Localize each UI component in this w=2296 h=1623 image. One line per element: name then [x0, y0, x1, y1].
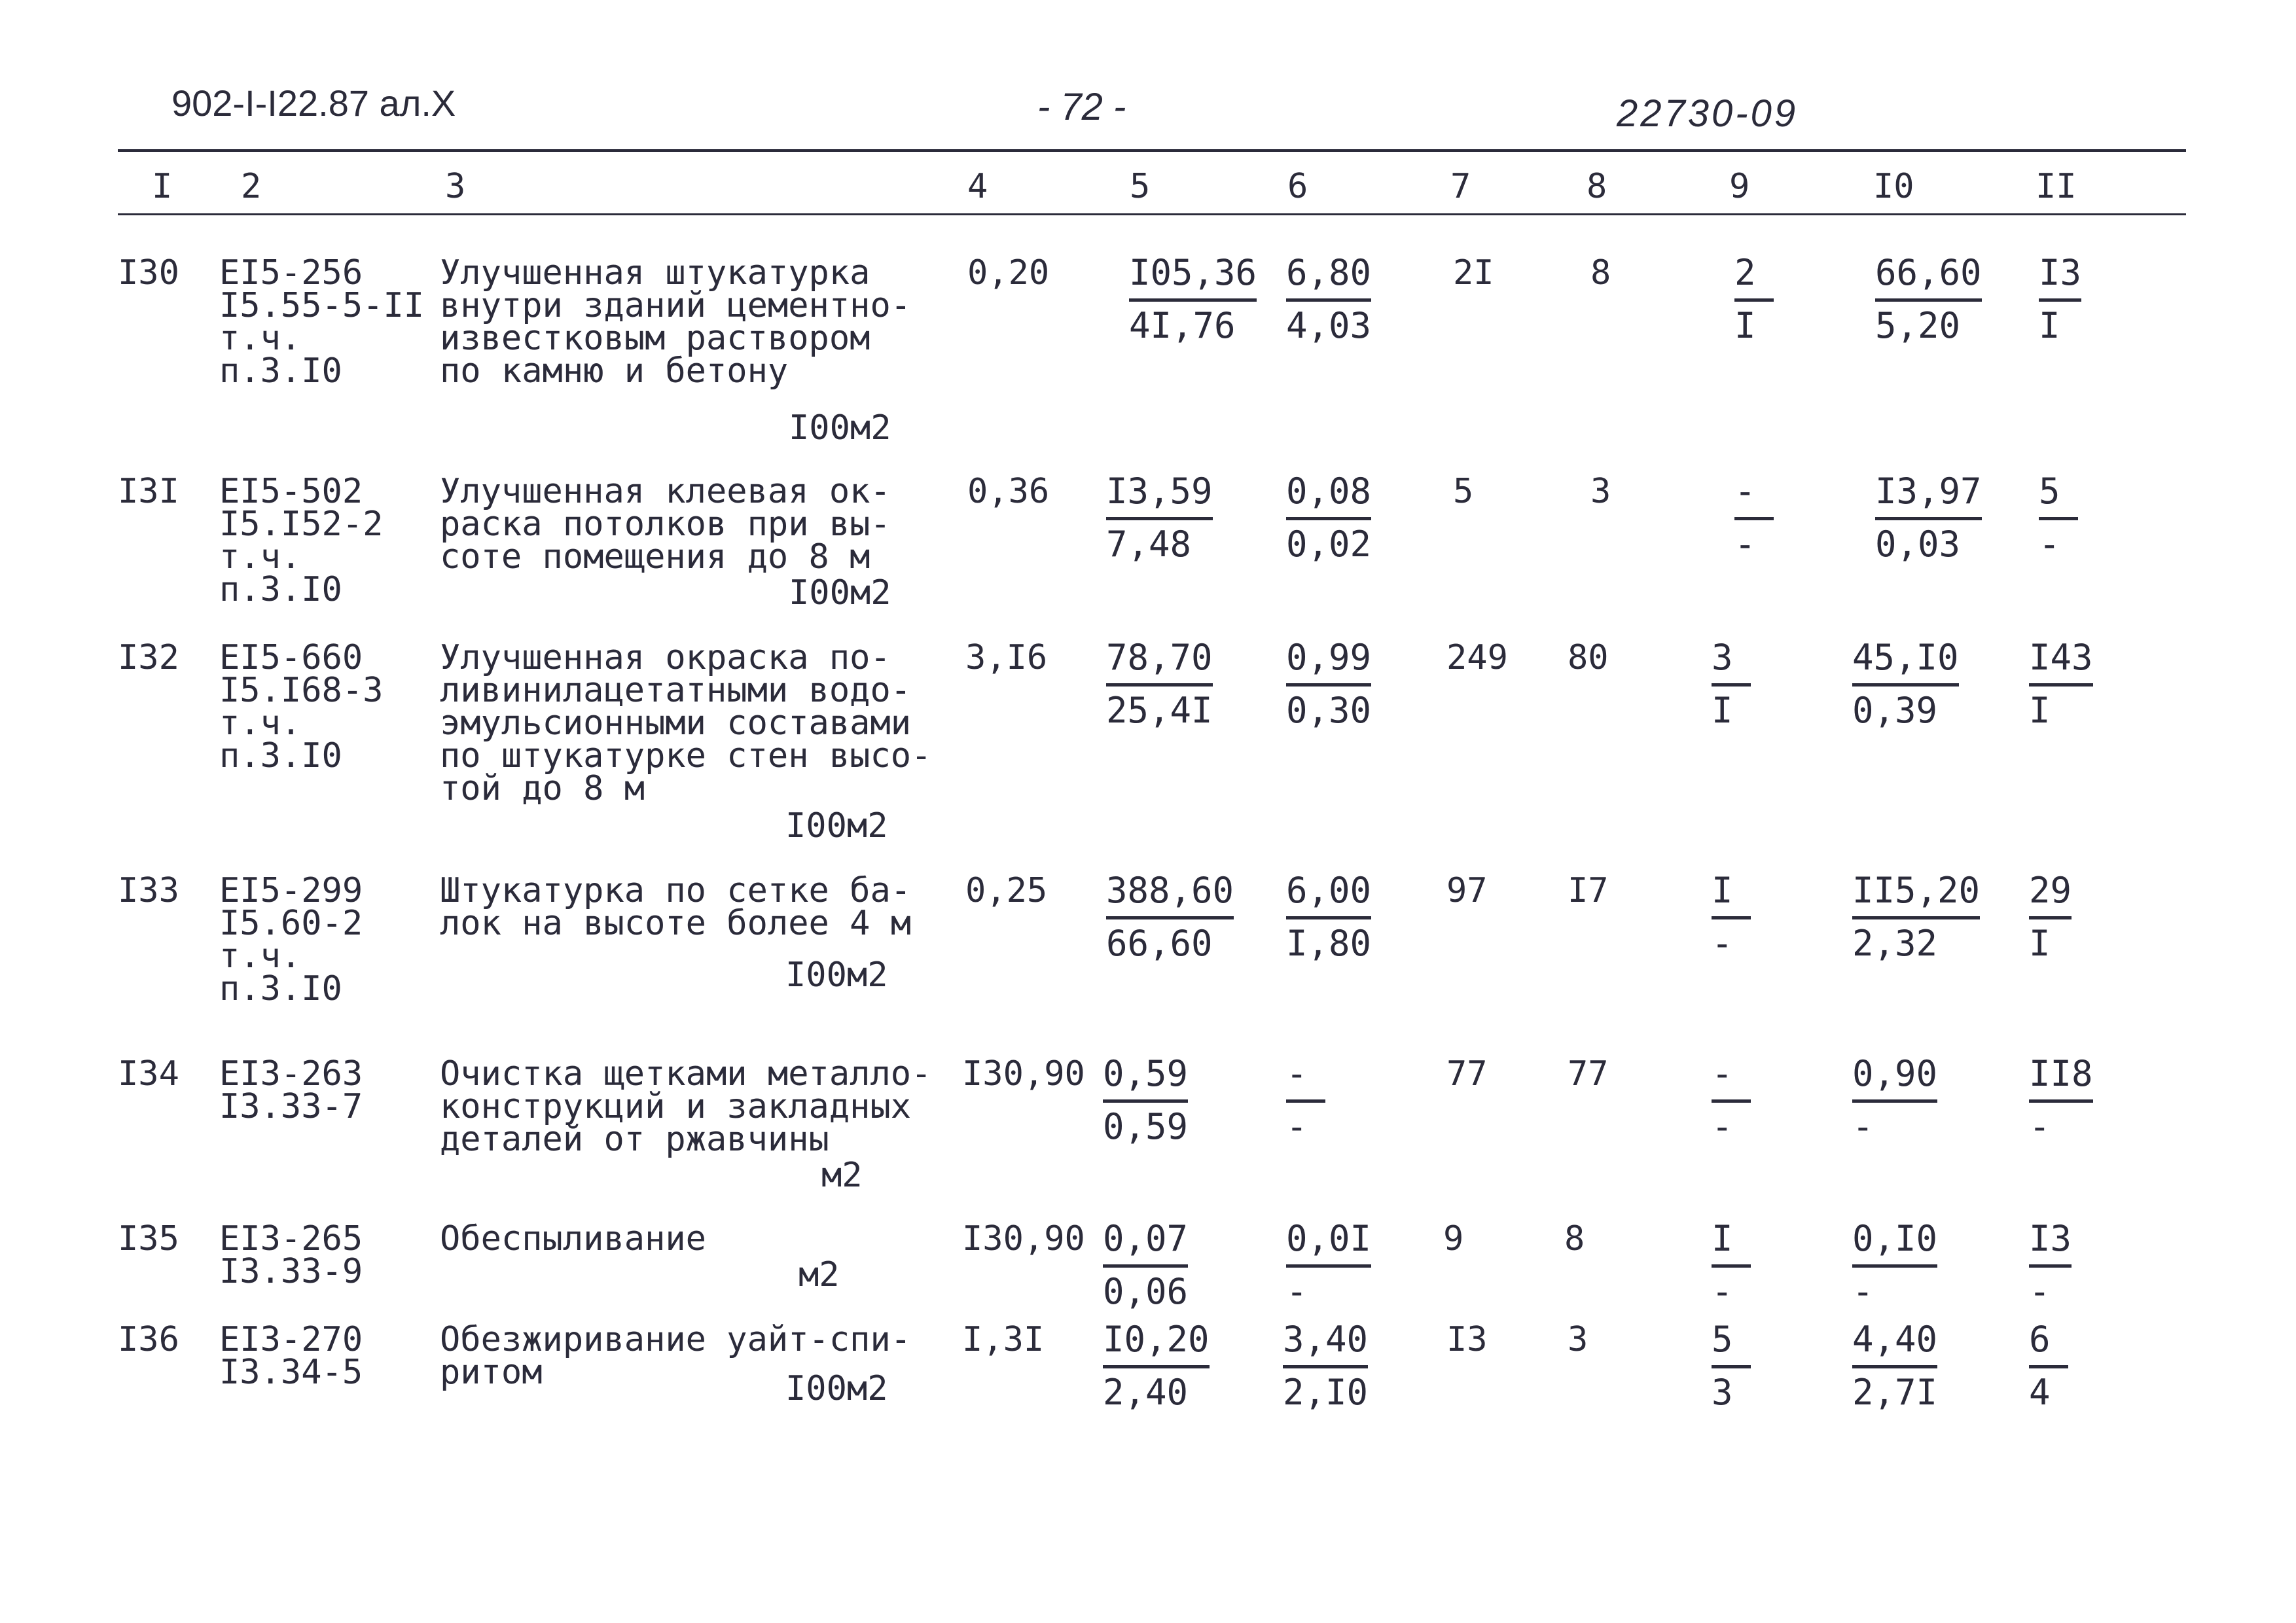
- work-description: Обезжиривание уайт-спи- ритом: [440, 1320, 912, 1392]
- fraction-top: -: [1286, 1050, 1325, 1103]
- col8-value: I7: [1568, 871, 1609, 910]
- column-header-4: 4: [967, 167, 988, 206]
- fraction-bottom: I: [1734, 305, 1756, 346]
- fraction-bottom: I: [2029, 923, 2051, 964]
- fraction-top: 5: [2039, 467, 2078, 520]
- fraction-bottom: 3: [1712, 1372, 1733, 1413]
- fraction-col9: [1712, 1315, 1751, 1417]
- fraction-col5: [1103, 1215, 1188, 1316]
- col8-value: 80: [1568, 638, 1609, 677]
- fraction-bottom: 2,I0: [1283, 1372, 1369, 1413]
- fraction-bottom: 4I,76: [1129, 305, 1236, 346]
- fraction-col6: [1286, 467, 1371, 569]
- fraction-col11: [2039, 467, 2078, 569]
- quantity: 0,36: [967, 472, 1050, 511]
- row-number: I35: [118, 1219, 179, 1258]
- fraction-bottom: 5,20: [1875, 305, 1961, 346]
- norm-code: EI5-502 I5.I52-2 т.ч. п.3.I0: [219, 472, 384, 609]
- row-number: I34: [118, 1054, 179, 1094]
- quantity: I30,90: [962, 1054, 1085, 1094]
- norm-code: EI5-660 I5.I68-3 т.ч. п.3.I0: [219, 638, 384, 776]
- norm-code: EI5-256 I5.55-5-II т.ч. п.3.I0: [219, 253, 425, 391]
- fraction-top: 388,60: [1106, 866, 1234, 919]
- fraction-top: I: [1712, 1215, 1751, 1268]
- norm-code: EI3-265 I3.33-9: [219, 1219, 363, 1291]
- quantity: I,3I: [962, 1320, 1045, 1359]
- fraction-col6: [1286, 866, 1371, 968]
- fraction-col10: [1852, 1050, 1937, 1151]
- fraction-col6: [1286, 1215, 1371, 1316]
- fraction-top: 78,70: [1106, 633, 1213, 687]
- fraction-top: 6,80: [1286, 249, 1371, 302]
- column-header-10: I0: [1873, 167, 1914, 206]
- quantity: 3,I6: [965, 638, 1048, 677]
- col8-value: 8: [1590, 253, 1611, 293]
- fraction-col11: [2029, 1050, 2093, 1151]
- fraction-col9: [1734, 249, 1774, 350]
- fraction-col5: [1103, 1050, 1188, 1151]
- row-number: I32: [118, 638, 179, 677]
- fraction-top: 3: [1712, 633, 1751, 687]
- work-description: Очистка щетками металло- конструкций и закладных деталей от ржавчины: [440, 1054, 932, 1159]
- fraction-bottom: 66,60: [1106, 923, 1213, 964]
- fraction-top: 0,90: [1852, 1050, 1937, 1103]
- work-description: Улучшенная штукатурка внутри зданий цементно- известковым раствором по камню и бетону: [440, 253, 912, 391]
- fraction-col10: [1875, 249, 1982, 350]
- fraction-top: 0,59: [1103, 1050, 1188, 1103]
- work-description: Обеспыливание: [440, 1219, 706, 1258]
- fraction-top: I3,59: [1106, 467, 1213, 520]
- col7-value: I3: [1446, 1320, 1488, 1359]
- fraction-col5: [1106, 866, 1234, 968]
- col8-value: 3: [1568, 1320, 1588, 1359]
- column-header-5: 5: [1130, 167, 1151, 206]
- column-header-7: 7: [1450, 167, 1471, 206]
- col7-value: 9: [1443, 1219, 1464, 1258]
- col8-value: 77: [1568, 1054, 1609, 1094]
- work-description: Улучшенная клеевая ок- раска потолков при вы- соте помещения до 8 м: [440, 472, 891, 577]
- fraction-col9: [1712, 633, 1751, 735]
- fraction-bottom: 0,06: [1103, 1271, 1189, 1312]
- fraction-col11: [2029, 1315, 2068, 1417]
- unit: I00м2: [789, 573, 891, 613]
- row-number: I33: [118, 871, 179, 910]
- column-header-9: 9: [1729, 167, 1750, 206]
- fraction-bottom: 25,4I: [1106, 690, 1213, 731]
- fraction-bottom: I: [2029, 690, 2051, 731]
- fraction-col9: [1712, 1050, 1751, 1151]
- fraction-col11: [2029, 866, 2072, 968]
- fraction-top: I: [1712, 866, 1751, 919]
- fraction-bottom: 0,59: [1103, 1106, 1189, 1147]
- fraction-top: I3: [2029, 1215, 2072, 1268]
- fraction-col9: [1712, 866, 1751, 968]
- col7-value: 249: [1446, 638, 1508, 677]
- fraction-bottom: I,80: [1286, 923, 1372, 964]
- col7-value: 2I: [1453, 253, 1494, 293]
- fraction-bottom: -: [2029, 1271, 2051, 1312]
- fraction-top: -: [1734, 467, 1774, 520]
- fraction-top: 0,99: [1286, 633, 1371, 687]
- fraction-bottom: 7,48: [1106, 524, 1192, 565]
- work-description: Штукатурка по сетке ба- лок на высоте более 4 м: [440, 871, 912, 943]
- unit: м2: [798, 1255, 840, 1294]
- col8-value: 8: [1564, 1219, 1585, 1258]
- row-number: I36: [118, 1320, 179, 1359]
- fraction-bottom: 0,30: [1286, 690, 1372, 731]
- fraction-top: 4,40: [1852, 1315, 1937, 1368]
- quantity: 0,20: [967, 253, 1050, 293]
- fraction-top: 0,0I: [1286, 1215, 1371, 1268]
- fraction-top: I3,97: [1875, 467, 1982, 520]
- fraction-col5: [1103, 1315, 1210, 1417]
- fraction-col5: [1129, 249, 1257, 350]
- row-number: I3I: [118, 472, 179, 511]
- fraction-col10: [1852, 633, 1959, 735]
- fraction-top: 45,I0: [1852, 633, 1959, 687]
- unit: I00м2: [785, 955, 888, 995]
- fraction-bottom: -: [1712, 1106, 1733, 1147]
- fraction-col9: [1712, 1215, 1751, 1316]
- fraction-col6: [1286, 1050, 1325, 1151]
- quantity: 0,25: [965, 871, 1048, 910]
- fraction-top: I3: [2039, 249, 2081, 302]
- fraction-top: 66,60: [1875, 249, 1982, 302]
- fraction-col10: [1852, 1215, 1937, 1316]
- top-rule: [118, 149, 2186, 152]
- fraction-top: 0,I0: [1852, 1215, 1937, 1268]
- fraction-top: 6,00: [1286, 866, 1371, 919]
- column-header-3: 3: [445, 167, 466, 206]
- fraction-col11: [2029, 633, 2093, 735]
- fraction-bottom: 0,03: [1875, 524, 1961, 565]
- header-rule: [118, 213, 2186, 215]
- fraction-bottom: 2,40: [1103, 1372, 1189, 1413]
- fraction-bottom: -: [1734, 524, 1756, 565]
- fraction-top: -: [1712, 1050, 1751, 1103]
- fraction-top: II5,20: [1852, 866, 1980, 919]
- fraction-bottom: -: [2039, 524, 2060, 565]
- fraction-top: 5: [1712, 1315, 1751, 1368]
- fraction-top: II8: [2029, 1050, 2093, 1103]
- fraction-bottom: 4: [2029, 1372, 2051, 1413]
- unit: I00м2: [789, 408, 891, 448]
- unit: I00м2: [785, 806, 888, 846]
- fraction-col10: [1875, 467, 1982, 569]
- column-header-8: 8: [1587, 167, 1607, 206]
- fraction-col10: [1852, 1315, 1937, 1417]
- fraction-top: 0,07: [1103, 1215, 1188, 1268]
- unit: м2: [821, 1156, 863, 1195]
- fraction-top: 0,08: [1286, 467, 1371, 520]
- fraction-col6: [1283, 1315, 1368, 1417]
- fraction-bottom: -: [1852, 1106, 1874, 1147]
- fraction-col11: [2029, 1215, 2072, 1316]
- col7-value: 77: [1446, 1054, 1488, 1094]
- fraction-col11: [2039, 249, 2081, 350]
- fraction-col5: [1106, 467, 1213, 569]
- fraction-bottom: -: [1852, 1271, 1874, 1312]
- column-header-2: 2: [241, 167, 262, 206]
- fraction-top: I43: [2029, 633, 2093, 687]
- page-number: - 72 -: [1037, 86, 1126, 128]
- fraction-bottom: 0,02: [1286, 524, 1372, 565]
- fraction-top: I05,36: [1129, 249, 1257, 302]
- fraction-top: I0,20: [1103, 1315, 1210, 1368]
- fraction-top: 6: [2029, 1315, 2068, 1368]
- fraction-bottom: -: [1286, 1106, 1308, 1147]
- fraction-col10: [1852, 866, 1980, 968]
- column-header-1: I: [152, 167, 173, 206]
- row-number: I30: [118, 253, 179, 293]
- col7-value: 97: [1446, 871, 1488, 910]
- norm-code: EI3-263 I3.33-7: [219, 1054, 363, 1126]
- fraction-col5: [1106, 633, 1213, 735]
- norm-code: EI3-270 I3.34-5: [219, 1320, 363, 1392]
- fraction-bottom: -: [1286, 1271, 1308, 1312]
- document-code: 902-I-I22.87 ал.X: [171, 82, 456, 124]
- unit: I00м2: [785, 1369, 888, 1408]
- fraction-bottom: 4,03: [1286, 305, 1372, 346]
- col7-value: 5: [1453, 472, 1474, 511]
- quantity: I30,90: [962, 1219, 1085, 1258]
- work-description: Улучшенная окраска по- ливинилацетатными водо- эмульсионными составами по штукатурке стен высо- той до 8 м: [440, 638, 932, 808]
- norm-code: EI5-299 I5.60-2 т.ч. п.3.I0: [219, 871, 363, 1008]
- fraction-col6: [1286, 249, 1371, 350]
- fraction-bottom: -: [1712, 1271, 1733, 1312]
- fraction-col6: [1286, 633, 1371, 735]
- stamp-number: 22730-09: [1617, 92, 1799, 135]
- col8-value: 3: [1590, 472, 1611, 511]
- fraction-bottom: -: [2029, 1106, 2051, 1147]
- fraction-top: 29: [2029, 866, 2072, 919]
- column-header-11: II: [2036, 167, 2077, 206]
- fraction-bottom: 2,32: [1852, 923, 1938, 964]
- fraction-bottom: I: [2039, 305, 2060, 346]
- fraction-top: 3,40: [1283, 1315, 1368, 1368]
- fraction-bottom: 2,7I: [1852, 1372, 1938, 1413]
- fraction-bottom: 0,39: [1852, 690, 1938, 731]
- fraction-bottom: I: [1712, 690, 1733, 731]
- column-header-6: 6: [1287, 167, 1308, 206]
- fraction-bottom: -: [1712, 923, 1733, 964]
- fraction-top: 2: [1734, 249, 1774, 302]
- fraction-col9: [1734, 467, 1774, 569]
